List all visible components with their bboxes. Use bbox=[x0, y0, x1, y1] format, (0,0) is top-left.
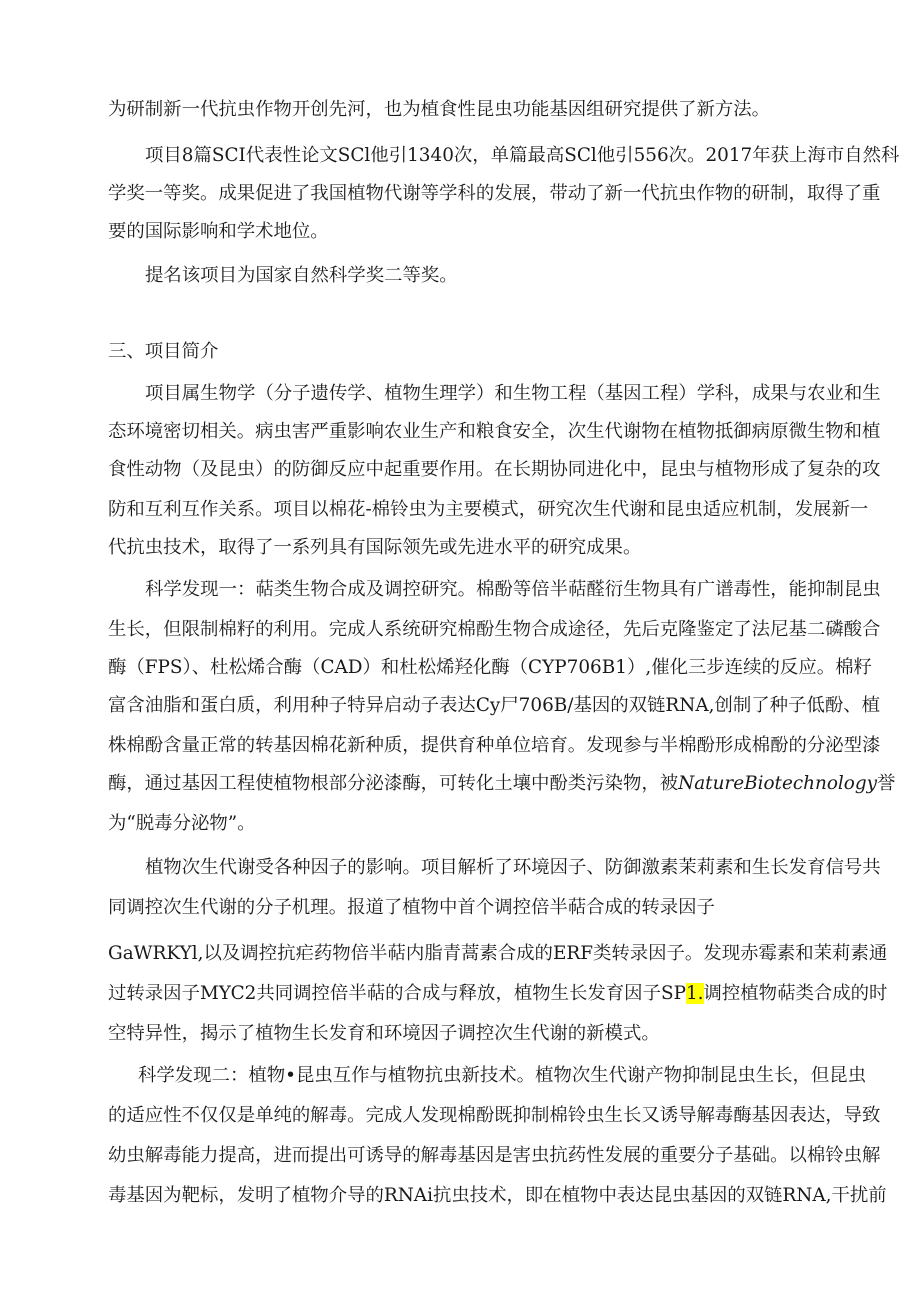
paragraph-line: 富含油脂和蛋白质，利用种子特异启动子表达Cy尸706B/基因的双链RNA,创制了种子低酚、植 bbox=[108, 695, 881, 716]
paragraph-line: 同调控次生代谢的分子机理。报道了植物中首个调控倍半萜合成的转录因子 bbox=[108, 897, 715, 918]
journal-name: NatureBiotechnology bbox=[678, 773, 878, 794]
paragraph-line: 空特异性，揭示了植物生长发育和环境因子调控次生代谢的新模式。 bbox=[108, 1023, 660, 1044]
paragraph-line: 毒基因为靶标，发明了植物介导的RNAi抗虫技术，即在植物中表达昆虫基因的双链RNA,干扰前 bbox=[108, 1185, 887, 1206]
paragraph-line: 幼虫解毒能力提高，进而提出可诱导的解毒基因是害虫抗药性发展的重要分子基础。以棉铃虫解 bbox=[108, 1145, 881, 1166]
paragraph-line: 学奖一等奖。成果促进了我国植物代谢等学科的发展，带动了新一代抗虫作物的研制，取得了重 bbox=[108, 183, 881, 204]
highlighted-text: 1. bbox=[685, 983, 704, 1004]
paragraph-line: 科学发现二：植物•昆虫互作与植物抗虫新技术。植物次生代谢产物抑制昆虫生长，但昆虫 bbox=[138, 1065, 867, 1086]
paragraph-line: 的适应性不仅仅是单纯的解毒。完成人发现棉酚既抑制棉铃虫生长又诱导解毒酶基因表达，导致 bbox=[108, 1105, 881, 1126]
line-text: 酶，通过基因工程使植物根部分泌漆酶，可转化土壤中酚类污染物，被 bbox=[108, 773, 679, 794]
section-heading: 三、项目简介 bbox=[108, 341, 219, 362]
paragraph-line: 提名该项目为国家自然科学奖二等奖。 bbox=[145, 265, 458, 286]
paragraph-line: 项目属生物学（分子遗传学、植物生理学）和生物工程（基因工程）学科，成果与农业和生 bbox=[145, 383, 881, 404]
paragraph-line: 植物次生代谢受各种因子的影响。项目解析了环境因子、防御激素茉莉素和生长发育信号共 bbox=[145, 857, 881, 878]
line-text: 过转录因子MYC2共同调控倍半萜的合成与释放，植物生长发育因子SP bbox=[108, 983, 686, 1004]
paragraph-line: 为“脱毒分泌物”。 bbox=[108, 813, 256, 834]
paragraph-line: 株棉酚含量正常的转基因棉花新种质，提供育种单位培育。发现参与半棉酚形成棉酚的分泌型漆 bbox=[108, 735, 881, 756]
paragraph-line: 项目8篇SCI代表性论文SCl他引1340次，单篇最高SCl他引556次。2017年获上海市自然科 bbox=[145, 145, 900, 166]
line-text: 调控植物萜类合成的时 bbox=[703, 983, 888, 1004]
paragraph-line: 酶（FPS）、杜松烯合酶（CAD）和杜松烯羟化酶（CYP706B1）,催化三步连续的反应。棉籽 bbox=[108, 657, 872, 678]
paragraph-line: 食性动物（及昆虫）的防御反应中起重要作用。在长期协同进化中，昆虫与植物形成了复杂的攻 bbox=[108, 459, 881, 480]
paragraph-line: 要的国际影响和学术地位。 bbox=[108, 221, 329, 242]
paragraph-line: 代抗虫技术，取得了一系列具有国际领先或先进水平的研究成果。 bbox=[108, 537, 642, 558]
paragraph-line: 防和互利互作关系。项目以棉花-棉铃虫为主要模式，研究次生代谢和昆虫适应机制，发展新一 bbox=[108, 499, 869, 520]
paragraph-line bbox=[108, 982, 887, 1006]
paragraph-line: GaWRKYl,以及调控抗疟药物倍半萜内脂青蒿素合成的ERF类转录因子。发现赤霉素和茉莉素通 bbox=[108, 943, 888, 964]
paragraph-line: 态环境密切相关。病虫害严重影响农业生产和粮食安全，次生代谢物在植物抵御病原微生物和植 bbox=[108, 421, 881, 442]
paragraph-line bbox=[108, 772, 895, 796]
paragraph-line: 生长，但限制棉籽的利用。完成人系统研究棉酚生物合成途径，先后克隆鉴定了法尼基二磷酸合 bbox=[108, 619, 881, 640]
line-text: 誉 bbox=[877, 773, 896, 794]
paragraph-line: 科学发现一：萜类生物合成及调控研究。棉酚等倍半萜醛衍生物具有广谱毒性，能抑制昆虫 bbox=[145, 579, 881, 600]
paragraph-line: 为研制新一代抗虫作物开创先河，也为植食性昆虫功能基因组研究提供了新方法。 bbox=[108, 99, 771, 120]
